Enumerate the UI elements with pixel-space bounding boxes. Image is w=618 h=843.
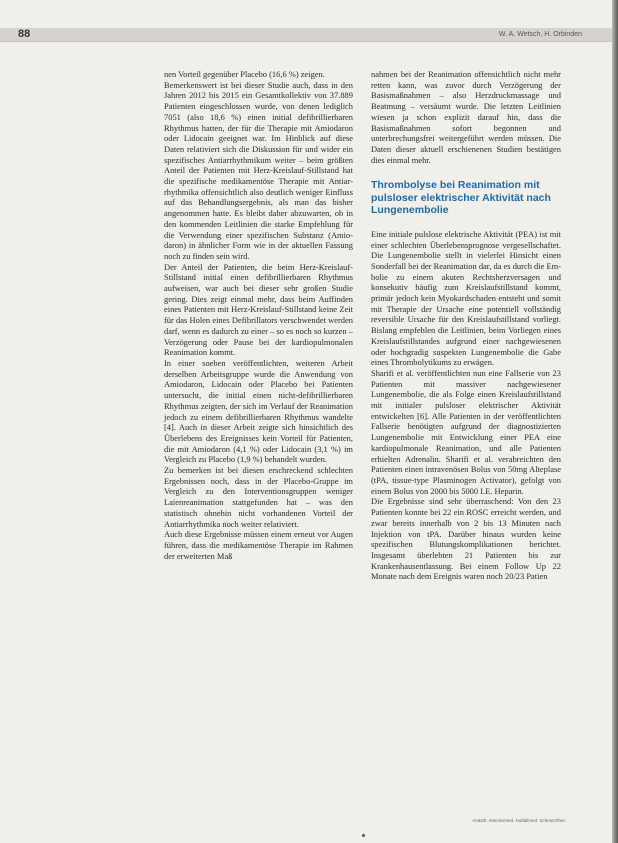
paragraph: Eine initiale pulslose elektrische Aktivität (PEA) ist mit einer schlechten Überlebensprognose vergesellschaftet. Die Lungenembolie stellt in vielerlei Hinsicht einen Sonderfall bei der Reanimation dar, da es durch die Embolie zu einem akuten Rechtsherzversagen und konsekutiv häufig zum Kreislaufstillstand kommt, primär jedoch kein Myokardschaden entsteht und somit mit Therapie der Ursache eine potentiell vollständig reversible Ursache für den Kreislaufstillstand vorliegt. Bislang empfehlen die Leitlinien, beim Vorliegen eines Kreislaufstillstandes aufgrund einer nachgewiesenen oder hochgradig suspekten Lungenembolie die Gabe eines Thrombolytikums zu erwägen. xyxy=(371,228,561,368)
page-mark xyxy=(362,834,365,837)
paragraph: Auch diese Ergebnisse müssen einem erneut vor Augen führen, dass die medikamentöse Therapie im Rahmen der erweiterten Maß xyxy=(164,529,353,561)
paragraph: nahmen bei der Reanimation offensichtlich nicht mehr retten kann, was zuvor durch Verzögerung der Basismaßnahmen – also Herzdruckmassage und Beatmung – versäumt wurde. Die letzten Leitlinien wiesen ja schon explizit darauf hin, dass die Basismaßnahmen sofort begonnen und unterbrechungsfrei weitergeführt werden müssen. Die Daten dieser aktuell erschienenen Studien bestätigen dies einmal mehr. xyxy=(371,69,561,165)
paragraph: nen Vorteil gegenüber Placebo (16,6 %) zeigen. xyxy=(164,69,325,79)
footer-journal: Anästh. Intensivmed. Notfallmed. Schmerzther. xyxy=(472,818,566,823)
left-text-column xyxy=(164,69,353,561)
page-edge-shadow xyxy=(612,0,618,843)
paragraph: Sharifi et al. veröffentlichten nun eine Fallserie von 23 Patienten mit massiver nachgewiesener Lungenembolie, die als Folge einen Kreislaufstillstand mit initialer pulsloser elektrischer Aktivität entwickelten [6]. Alle Patienten in der veröffentlichten Fallserie benötigten aufgrund der diagnostizierten Lungenembolie mit Entwicklung einer PEA eine kardiopulmonale Reanimation, und alle Patienten erhielten Adrenalin. Sharifi et al. verabreichten den Patienten einen intravenösen Bolus von 50mg Alteplase (tPA, tissue-type Plasminogen Activator), gefolgt von einem Bolus von 2000 bis 5000 I.E. Heparin. xyxy=(371,367,561,496)
page-number: 88 xyxy=(18,28,31,40)
paragraph: Zu bemerken ist bei diesen erschreckend schlechten Ergebnissen noch, dass in der Placebo-Gruppe im Vergleich zu den Interventionsgruppen weniger Laienreanimation stattgefunden hat – was den statistisch ohnehin nicht vorhandenen Vorteil der Antiarrhythmika noch weiter relativiert. xyxy=(164,465,353,529)
section-heading: Thrombolyse bei Reanimation mit pulsloser elektrischer Aktivität nach Lungenembolie xyxy=(371,179,551,217)
paragraph: In einer soeben veröffentlichten, weiteren Arbeit derselben Arbeitsgruppe wurde die Anwendung von Amiodaron, Lidocain oder Placebo bei Patienten untersucht, die initial einen nicht-defibrillierbaren Rhythmus zeigten, der sich im Verlauf der Reanimation jedoch zu einem defibrillierbaren Rhythmus wandelte [4]. Auch in dieser Arbeit zeigte sich hinsichtlich des Überlebens des Ereignisses kein Vorteil für Patienten, die mit Amiodaron (4,1 %) oder Lidocain (3,1 %) im Vergleich zu Placebo (1,9 %) behandelt wurden. xyxy=(164,357,353,465)
paragraph: Der Anteil der Patienten, die beim Herz-Kreislauf-Stillstand initial einen defibrillierbaren Rhythmus aufweisen, war auch bei dieser sehr großen Studie gering. Dies zeigt einmal mehr, dass beim Auffinden eines Patienten mit Herz-Kreislauf-Stillstand keine Zeit für das Holen eines Defibrillators verschwendet werden darf, wenn es dadurch zu einer – so es noch so kurzen – Verzögerung oder Pause bei der kardiopulmonalen Reanimation kommt. xyxy=(164,261,353,358)
running-head-authors: W. A. Wetsch, H. Orbinden xyxy=(498,31,582,38)
right-text-column xyxy=(371,69,561,582)
paragraph: Bemerkenswert ist bei dieser Studie auch, dass in den Jahren 2012 bis 2015 ein Gesamtkollektiv von 37.889 Patienten eingeschlossen wurde, von denen lediglich 7051 (also 18,6 %) einen initial defibrillierbaren Rhythmus hatten, der für die Therapie mit Amiodaron oder Lidocain geeignet war. Im Hinblick auf diese Daten relativiert sich die Diskussion für und wider ein spezifisches Antiarrhythmikum weiter – beim größten Anteil der Patienten mit Herz-Kreislauf-Stillstand hat die spezifische medikamentöse Therapie mit Antiarrhythmika offensichtlich also deutlich weniger Einfluss auf das Behandlungsergebnis, als man das bisher angenommen hatte. Es bleibt daher abzuwarten, ob in den kommenden Leitlinien die starke Empfehlung für die Verwendung einer spezifischen Substanz (Amiodaron) in ähnlicher Form wie in der aktuellen Fassung noch zu finden sein wird. xyxy=(164,79,353,261)
paragraph: Die Ergebnisse sind sehr überraschend: Von den 23 Patienten konnte bei 22 ein ROSC erreicht werden, und zwar bereits innerhalb von 2 bis 13 Minuten nach Injektion von tPA. Darüber hinaus wurden keine spezifischen Blutungskomplikationen berichtet. Insgesamt überlebten 21 Patienten bis zur Krankenhausentlassung. Bei einem Follow Up 22 Monate nach dem Ereignis waren noch 20/23 Patien xyxy=(371,496,561,582)
